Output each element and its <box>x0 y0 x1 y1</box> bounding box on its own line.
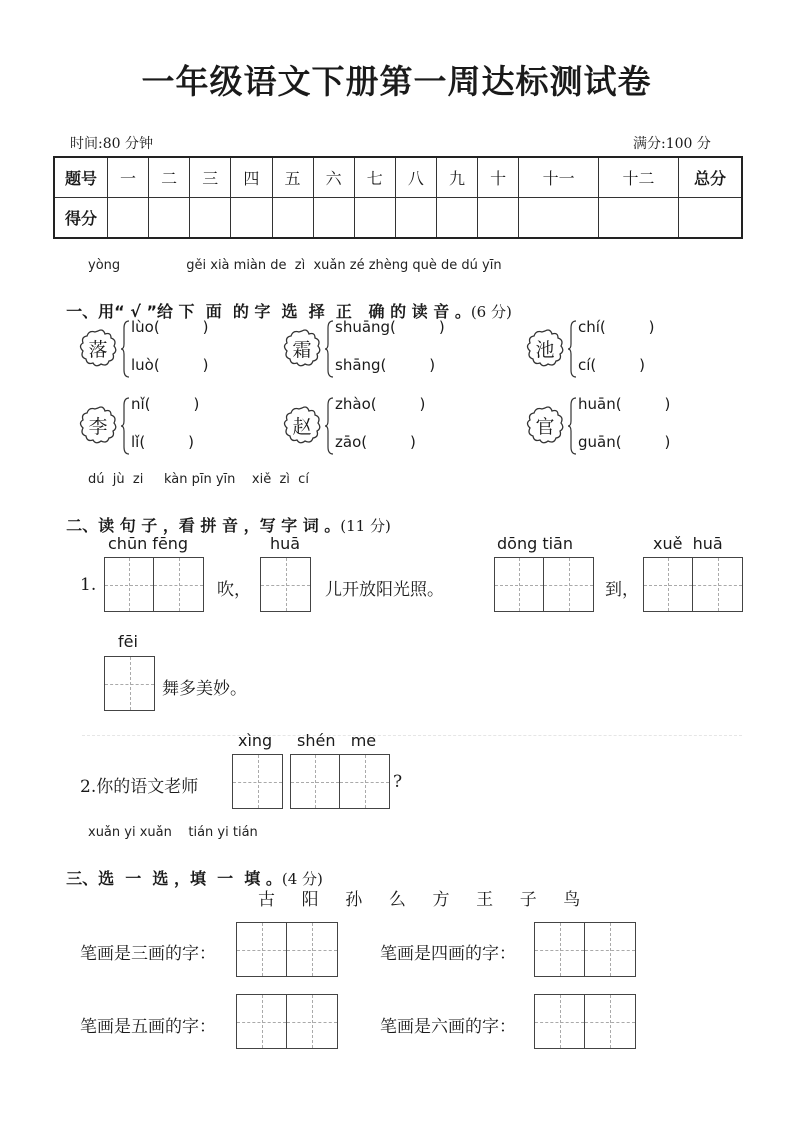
q1-option-a[interactable]: zhào( ) <box>335 395 426 413</box>
score-cell-total[interactable] <box>679 198 743 239</box>
col-2: 二 <box>149 157 190 198</box>
col-10: 十 <box>478 157 519 198</box>
col-7: 七 <box>354 157 395 198</box>
col-6: 六 <box>313 157 354 198</box>
q1-points: (6 分) <box>470 303 512 321</box>
sentence-1-number: 1. <box>80 575 97 595</box>
col-1: 一 <box>108 157 149 198</box>
row-head-score: 得分 <box>54 198 108 239</box>
col-8: 八 <box>395 157 436 198</box>
q1-char: 官 <box>535 415 555 438</box>
q1-option-b[interactable]: cí( ) <box>578 356 646 374</box>
q1-char: 李 <box>88 415 108 438</box>
page-title: 一年级语文下册第一周达标测试卷 <box>141 62 652 101</box>
q2-pinyin: dú jù zi kàn pīn yīn xiě zì cí <box>88 472 309 487</box>
writing-grid-five-strokes[interactable] <box>236 994 338 1049</box>
col-3: 三 <box>190 157 231 198</box>
q1-item-5 <box>282 395 482 457</box>
writing-grid-xing[interactable] <box>232 754 283 809</box>
pinyin-dongtian: dōng tiān <box>497 534 573 553</box>
writing-grid-chunfeng[interactable] <box>104 557 204 612</box>
q1-char: 霜 <box>292 338 312 361</box>
q1-option-b[interactable]: lǐ( ) <box>131 433 194 451</box>
writing-grid-six-strokes[interactable] <box>534 994 636 1049</box>
full-score: 满分:100 分 <box>633 136 711 152</box>
q3-heading <box>55 847 323 889</box>
score-table-header-row <box>54 157 742 198</box>
q1-option-b[interactable]: guān( ) <box>578 433 671 451</box>
flower-badge-icon <box>525 328 565 368</box>
writing-grid-three-strokes[interactable] <box>236 922 338 977</box>
pinyin-xuehua: xuě huā <box>653 534 723 553</box>
q1-item-1 <box>78 318 258 380</box>
pinyin-xing: xìng <box>238 731 273 750</box>
q1-char: 池 <box>535 338 555 361</box>
q2-points: (11 分) <box>340 517 391 535</box>
flower-badge-icon <box>78 405 118 445</box>
flower-badge-icon <box>282 328 322 368</box>
q1-option-b[interactable]: luò( ) <box>131 356 209 374</box>
pinyin-hua: huā <box>270 534 301 553</box>
sentence-2-text: 2.你的语文老师 <box>80 777 199 797</box>
score-cell[interactable] <box>231 198 272 239</box>
q1-char: 赵 <box>292 415 312 438</box>
q3-character-bank: 古 阳 孙 么 方 王 子 鸟 <box>258 890 582 910</box>
score-cell[interactable] <box>149 198 190 239</box>
writing-grid-four-strokes[interactable] <box>534 922 636 977</box>
col-total: 总分 <box>679 157 743 198</box>
score-cell[interactable] <box>272 198 313 239</box>
sentence-1-middle: 儿开放阳光照。 <box>325 580 444 600</box>
row-head-question-number: 题号 <box>54 157 108 198</box>
col-4: 四 <box>231 157 272 198</box>
q1-item-4 <box>78 395 258 457</box>
col-11: 十一 <box>519 157 599 198</box>
q1-option-a[interactable]: huān( ) <box>578 395 671 413</box>
score-cell[interactable] <box>395 198 436 239</box>
time-limit: 时间:80 分钟 <box>70 136 153 152</box>
sentence-1-dao: 到， <box>605 580 639 600</box>
writing-grid-hua[interactable] <box>260 557 311 612</box>
col-5: 五 <box>272 157 313 198</box>
flower-badge-icon <box>525 405 565 445</box>
writing-grid-dongtian[interactable] <box>494 557 594 612</box>
flower-badge-icon <box>78 328 118 368</box>
label-five-strokes: 笔画是五画的字： <box>80 1017 216 1037</box>
q1-option-b[interactable]: zāo( ) <box>335 433 416 451</box>
q1-char: 落 <box>88 338 108 361</box>
q2-heading <box>55 494 391 536</box>
score-cell[interactable] <box>437 198 478 239</box>
score-cell[interactable] <box>519 198 599 239</box>
sentence-1-chui: 吹， <box>217 580 251 600</box>
q1-pinyin: yòng gěi xià miàn de zì xuǎn zé zhèng què de dú yīn <box>88 258 502 273</box>
divider <box>82 735 742 736</box>
q1-item-3 <box>525 318 705 380</box>
writing-grid-shenme[interactable] <box>290 754 390 809</box>
label-three-strokes: 笔画是三画的字： <box>80 944 216 964</box>
col-12: 十二 <box>599 157 679 198</box>
score-cell[interactable] <box>190 198 231 239</box>
flower-badge-icon <box>282 405 322 445</box>
sentence-1-end: 舞多美妙。 <box>162 679 247 699</box>
q1-item-6 <box>525 395 725 457</box>
q1-heading-text: 一、用“ √ ”给 下 面 的 字 选 择 正 确 的 读 音 。 <box>66 302 471 321</box>
score-cell[interactable] <box>313 198 354 239</box>
q1-option-a[interactable]: nǐ( ) <box>131 395 200 413</box>
score-cell[interactable] <box>354 198 395 239</box>
pinyin-fei: fēi <box>118 632 138 651</box>
q2-heading-text: 二、读 句 子 ，看 拼 音 ，写 字 词 。 <box>66 516 341 535</box>
sentence-2-question-mark: ? <box>393 772 403 792</box>
q1-option-a[interactable]: shuāng( ) <box>335 318 445 336</box>
pinyin-shenme: shén me <box>297 731 377 750</box>
score-cell[interactable] <box>599 198 679 239</box>
q3-points: (4 分) <box>281 870 323 888</box>
label-six-strokes: 笔画是六画的字： <box>380 1017 516 1037</box>
score-table <box>53 156 743 239</box>
score-cell[interactable] <box>478 198 519 239</box>
q1-option-a[interactable]: lùo( ) <box>131 318 209 336</box>
label-four-strokes: 笔画是四画的字： <box>380 944 516 964</box>
col-9: 九 <box>437 157 478 198</box>
q3-pinyin: xuǎn yi xuǎn tián yi tián <box>88 825 258 840</box>
q1-heading <box>55 280 512 322</box>
q3-heading-text: 三、选 一 选 ，填 一 填 。 <box>66 869 282 888</box>
q1-item-2 <box>282 318 482 380</box>
pinyin-chunfeng: chūn fēng <box>108 534 189 553</box>
q1-option-a[interactable]: chí( ) <box>578 318 655 336</box>
writing-grid-fei[interactable] <box>104 656 155 711</box>
q1-option-b[interactable]: shāng( ) <box>335 356 436 374</box>
score-table-score-row <box>54 198 742 239</box>
writing-grid-xuehua[interactable] <box>643 557 743 612</box>
score-cell[interactable] <box>108 198 149 239</box>
